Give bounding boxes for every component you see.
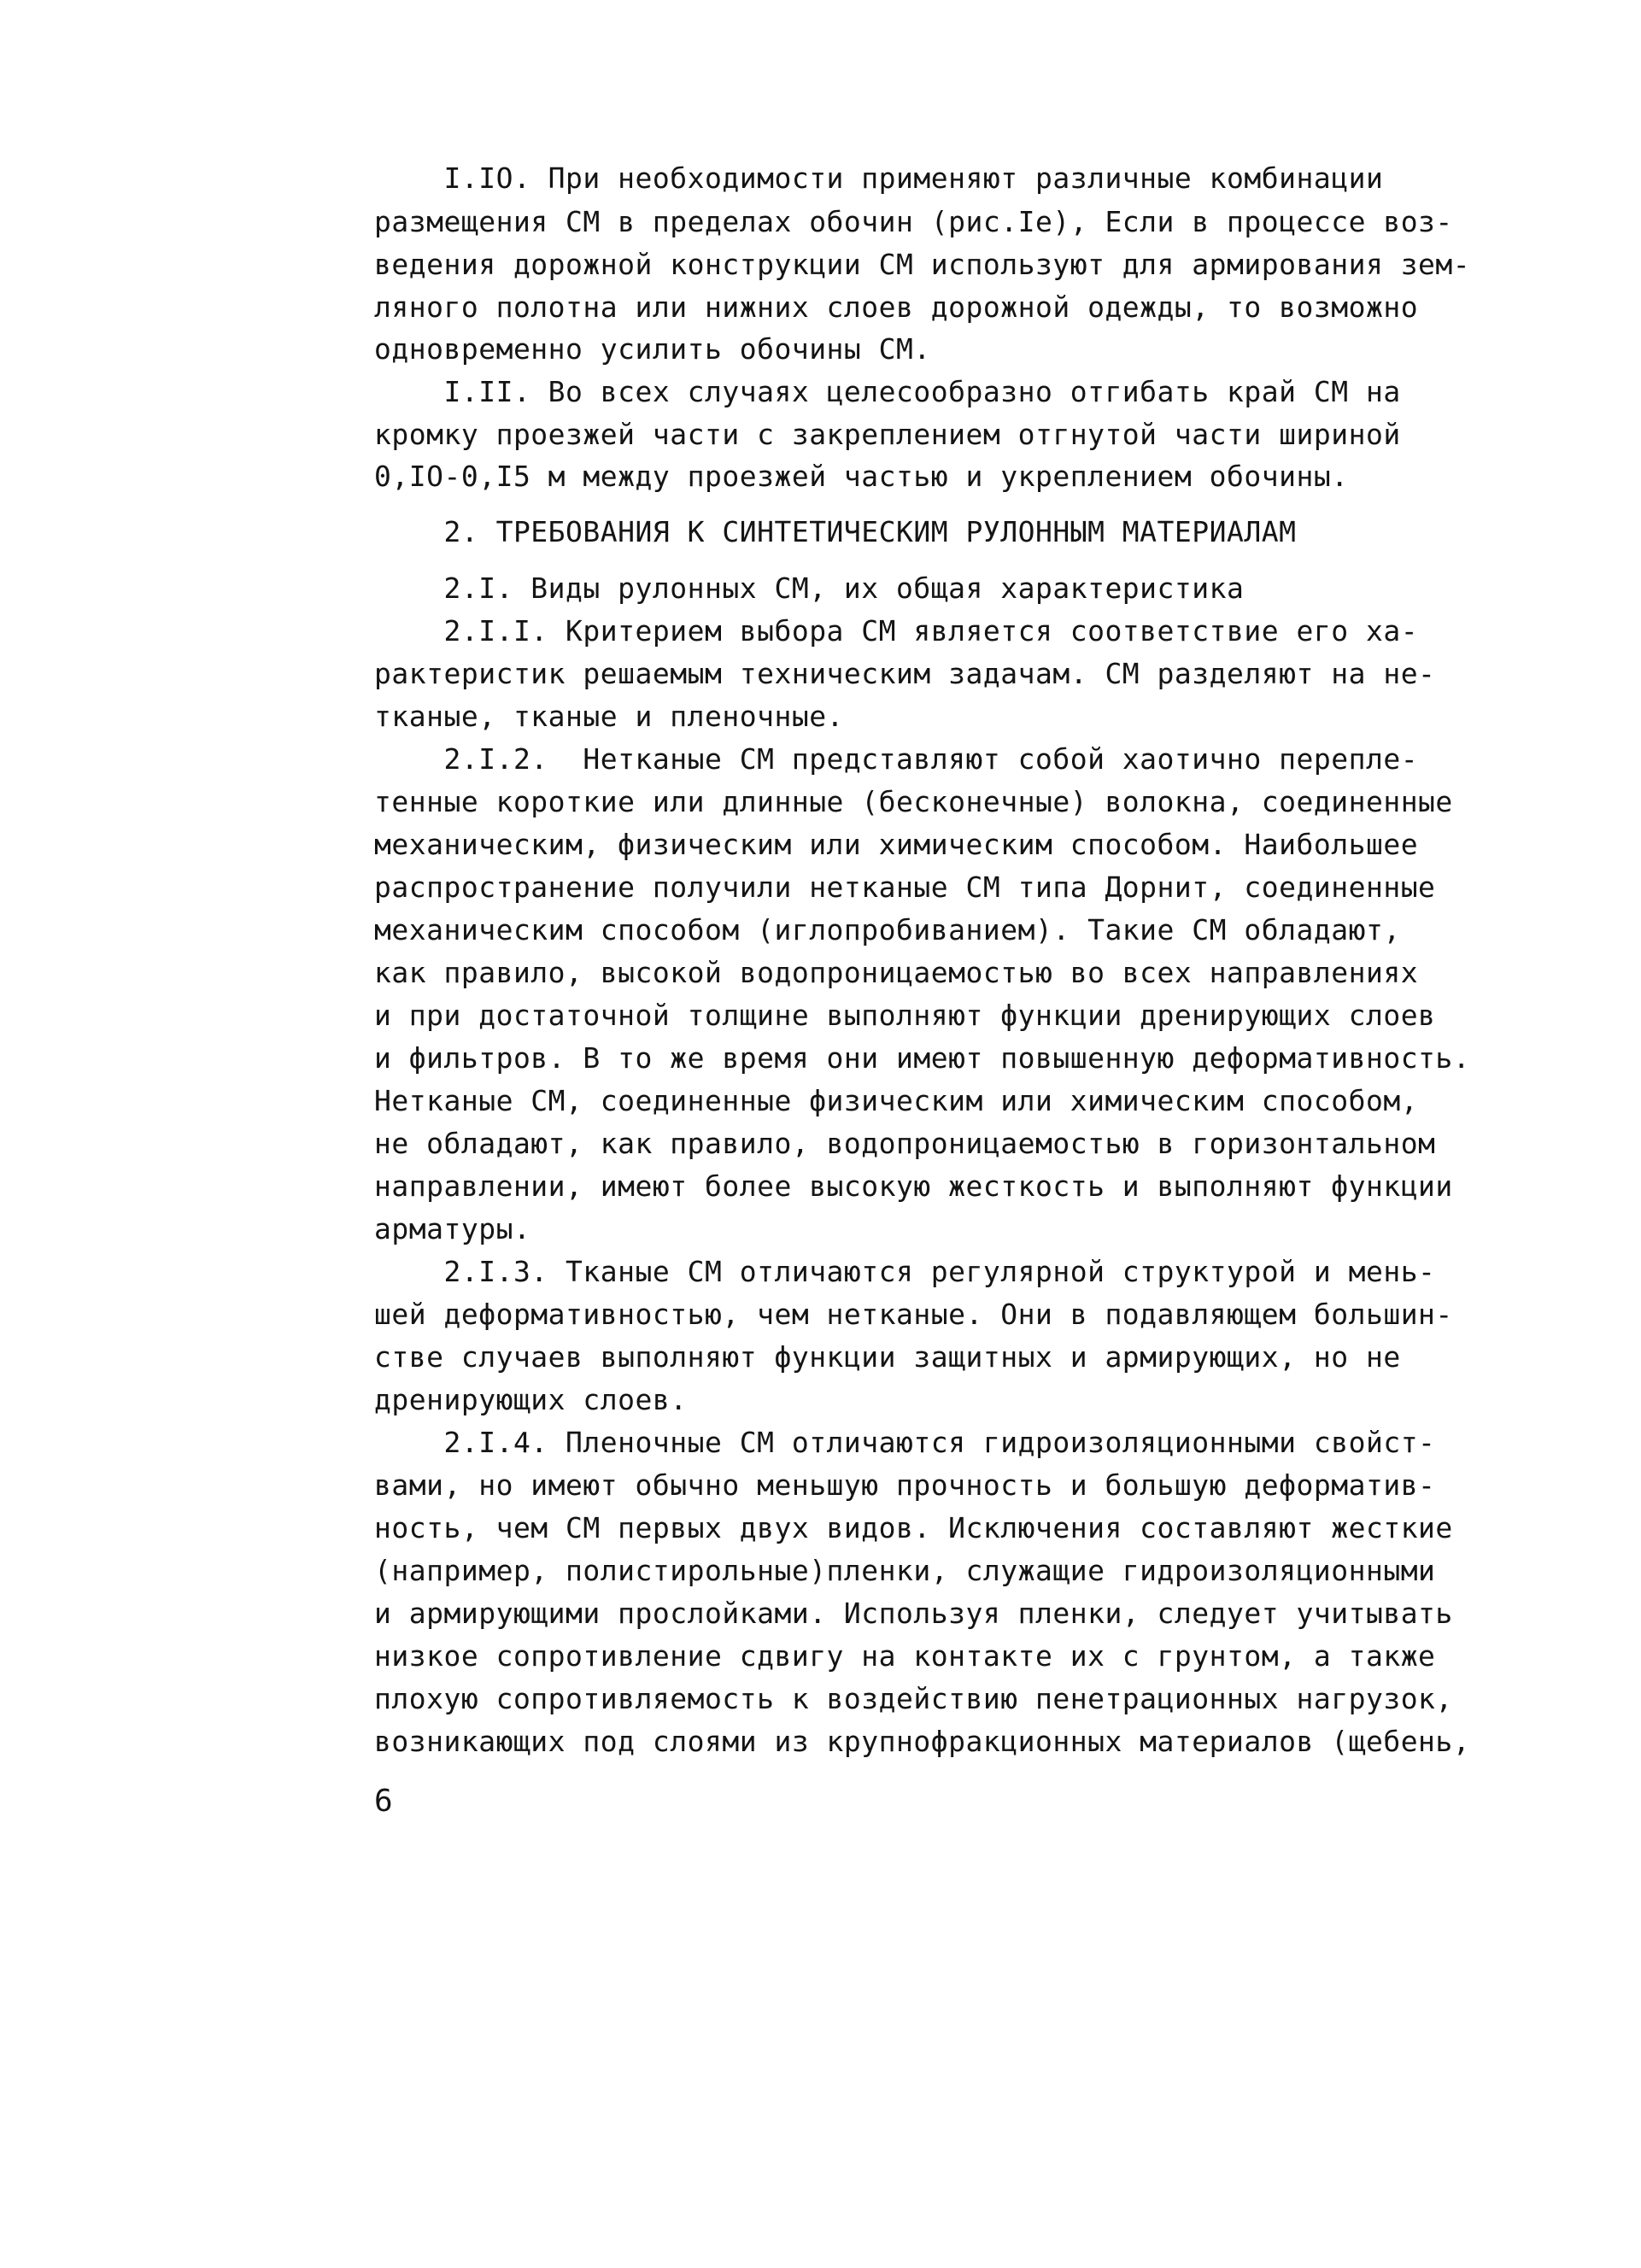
text-line: механическим способом (иглопробиванием). Такие СМ обладают, [374,913,1401,946]
text-line: распространение получили нетканые СМ типа Дорнит, соединенные [374,870,1436,904]
text-line: 2.I.I. Критерием выбора СМ является соответствие его ха- [374,614,1419,648]
section-heading: 2. ТРЕБОВАНИЯ К СИНТЕТИЧЕСКИМ РУЛОННЫМ МАТЕРИАЛАМ [374,515,1297,548]
text-line: ность, чем СМ первых двух видов. Исключения составляют жесткие [374,1511,1453,1544]
text-line: ведения дорожной конструкции СМ используют для армирования зем- [374,248,1471,281]
text-line: ляного полотна или нижних слоев дорожной одежды, то возможно [374,290,1419,324]
text-line: механическим, физическим или химическим способом. Наибольшее [374,828,1419,861]
page-number: 6 [374,1784,393,1819]
text-line: стве случаев выполняют функции защитных и армирующих, но не [374,1340,1401,1374]
text-line: кромку проезжей части с закреплением отгнутой части шириной [374,418,1401,451]
text-line: вами, но имеют обычно меньшую прочность и большую деформатив- [374,1468,1436,1502]
text-line: тканые, тканые и пленочные. [374,700,844,733]
text-line: как правило, высокой водопроницаемостью во всех направлениях [374,956,1419,989]
text-line: I.II. Во всех случаях целесообразно отгибать край СМ на [374,375,1401,408]
text-line: шей деформативностью, чем нетканые. Они в подавляющем большин- [374,1298,1453,1331]
text-line: I.IO. При необходимости применяют различные комбинации [374,161,1384,195]
text-line: возникающих под слоями из крупнофракционных материалов (щебень, [374,1725,1471,1758]
text-line: дренирующих слоев. [374,1383,688,1416]
text-line: рактеристик решаемым техническим задачам. СМ разделяют на не- [374,657,1436,690]
text-line: размещения СМ в пределах обочин (рис.Iе), Если в процессе воз- [374,205,1453,238]
text-line: тенные короткие или длинные (бесконечные) волокна, соединенные [374,785,1453,818]
text-line: 2.I.3. Тканые СМ отличаются регулярной структурой и мень- [374,1255,1436,1288]
text-line: плохую сопротивляемость к воздействию пенетрационных нагрузок, [374,1682,1453,1715]
text-line: 0,IO-0,I5 м между проезжей частью и укреплением обочины. [374,460,1349,493]
text-line: одновременно усилить обочины СМ. [374,332,931,366]
text-line: и фильтров. В то же время они имеют повышенную деформативность. [374,1041,1471,1075]
text-line: и при достаточной толщине выполняют функции дренирующих слоев [374,999,1436,1032]
text-line: Нетканые СМ, соединенные физическим или химическим способом, [374,1084,1419,1117]
text-line: 2.I.4. Пленочные СМ отличаются гидроизоляционными свойст- [374,1426,1436,1459]
text-line: 2.I.2. Нетканые СМ представляют собой хаотично перепле- [374,742,1419,776]
text-line: арматуры. [374,1212,531,1245]
text-line: низкое сопротивление сдвигу на контакте их с грунтом, а также [374,1639,1436,1673]
text-line: (например, полистирольные)пленки, служащие гидроизоляционными [374,1554,1436,1587]
subsection-heading: 2.I. Виды рулонных СМ, их общая характеристика [374,571,1245,605]
text-line: не обладают, как правило, водопроницаемостью в горизонтальном [374,1127,1436,1160]
text-line: направлении, имеют более высокую жесткость и выполняют функции [374,1169,1453,1203]
text-line: и армирующими прослойками. Используя пленки, следует учитывать [374,1597,1453,1630]
